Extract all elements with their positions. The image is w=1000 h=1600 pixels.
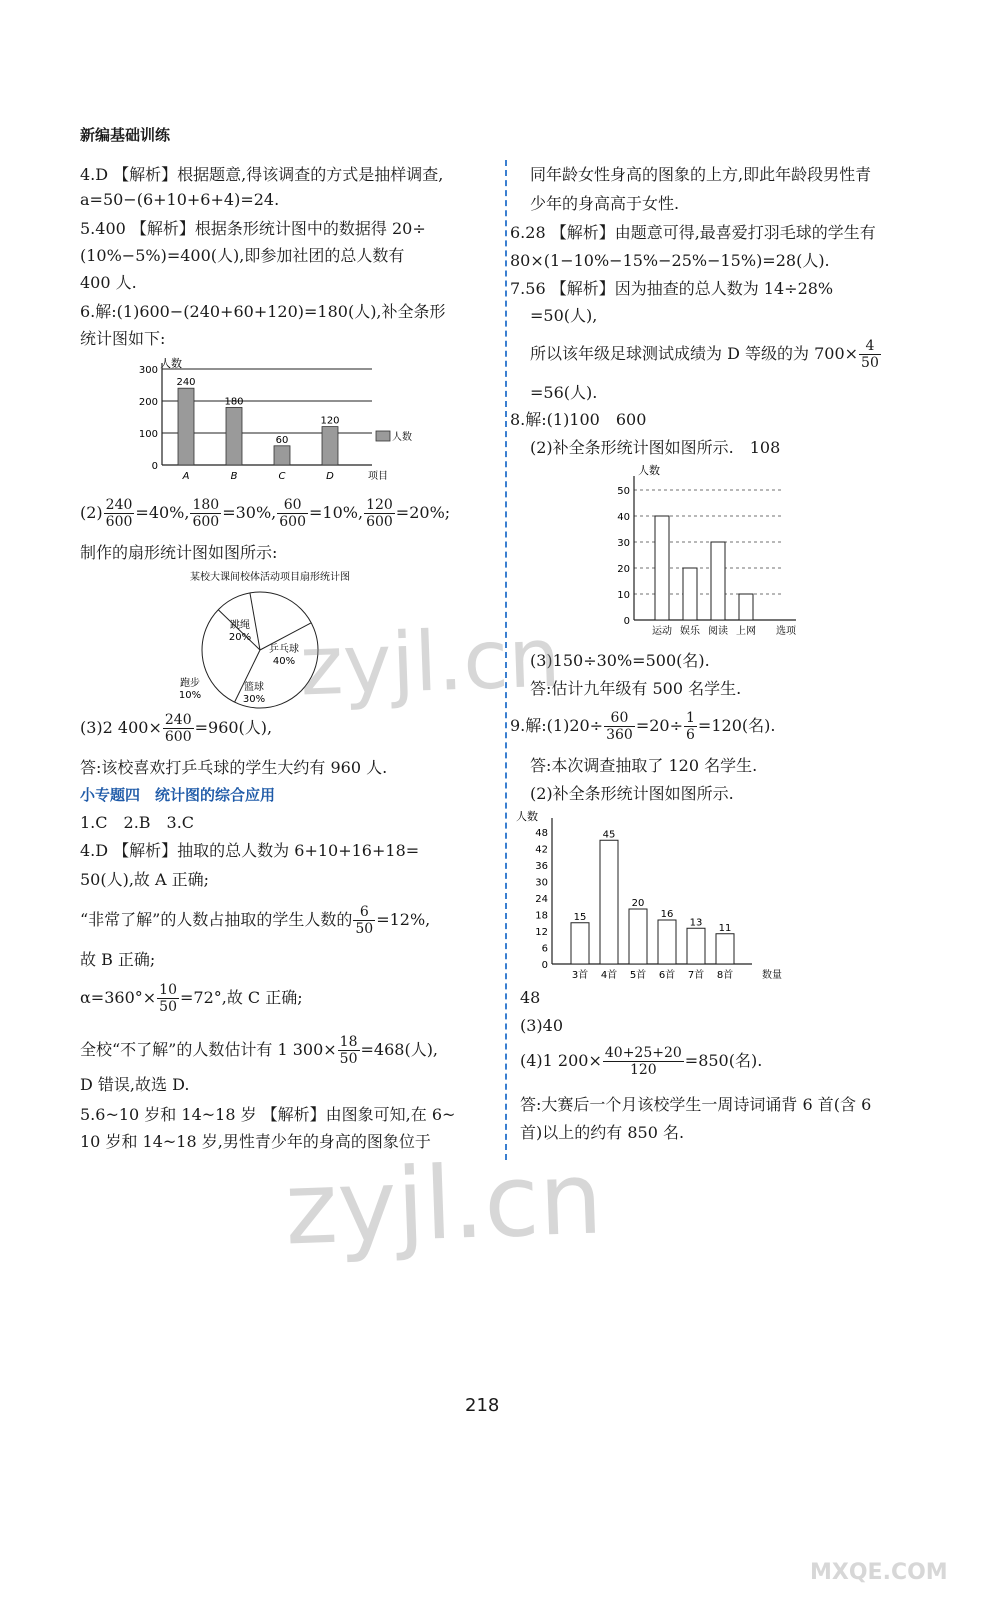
c4-xtick-8首: 8首	[716, 970, 734, 981]
c3-ytick-30: 30	[617, 538, 630, 549]
r-cont-line2: 少年的身高高于女性.	[530, 194, 680, 213]
q5-line2: (10%−5%)=400(人),即参加社团的总人数有	[80, 246, 405, 265]
q6-part3: (3)2 400× $\frac{240}{600}$ =960(人),	[80, 712, 273, 745]
page-number: 218	[465, 1395, 500, 1416]
fraction-180-600: $\frac{180}{600}$	[192, 497, 220, 530]
c4-ytick-30: 30	[535, 877, 548, 889]
c3-xlabel: 选项	[776, 626, 796, 637]
c4-ytick-24: 24	[535, 894, 548, 905]
c1-ylabel: 人数	[160, 357, 182, 370]
fraction-240-600-b: $\frac{240}{600}$	[164, 712, 192, 745]
r-q8-part1: 8.解:(1)100 600	[510, 410, 647, 429]
c4-xlabel: 数量	[762, 970, 782, 981]
sq4-option-d: 全校“不了解”的人数估计有 1 300× $\frac{18}{50}$ =468(人),	[80, 1034, 439, 1067]
c4-xtick-4首: 4首	[600, 970, 618, 981]
c3-xtick-阅读: 阅读	[708, 626, 728, 637]
c3-ylabel: 人数	[638, 464, 660, 477]
c4-bar-5首	[629, 909, 647, 964]
c1-bar-B	[226, 407, 242, 465]
r-q6-line2: 80×(1−10%−15%−25%−15%)=28(人).	[510, 251, 830, 270]
q4-line2: a=50−(6+10+6+4)=24.	[80, 190, 280, 209]
c4-ytick-18: 18	[535, 910, 548, 922]
q6-line1: 6.解:(1)600−(240+60+120)=180(人),补全条形	[80, 302, 446, 321]
c4-bar-7首	[687, 928, 705, 964]
c3-xtick-上网: 上网	[736, 626, 756, 637]
c4-xtick-3首: 3首	[571, 970, 589, 981]
c4-ytick-42: 42	[535, 844, 548, 856]
c4-ytick-6: 6	[541, 943, 548, 955]
c1-bar-D	[322, 427, 338, 465]
c4-bar-8首	[716, 934, 734, 964]
c1-ytick-200: 200	[138, 397, 158, 408]
c3-xtick-娱乐: 娱乐	[680, 626, 700, 637]
bar-chart-activities	[128, 353, 412, 485]
c4-ytick-0: 0	[541, 960, 548, 971]
c3-bar-娱乐	[683, 568, 697, 620]
pie-label-篮球: 篮球	[244, 682, 264, 693]
c3-ytick-10: 10	[617, 590, 630, 601]
footer-watermark: MXQE.COM	[810, 1560, 948, 1585]
c4-bar-3首	[571, 923, 589, 964]
q6-pie-intro: 制作的扇形统计图如图所示:	[80, 543, 278, 562]
c1-legend-label: 人数	[392, 432, 412, 443]
fraction-10-50: $\frac{10}{50}$	[159, 982, 177, 1015]
r-q9-part1: 9.解:(1)20÷ $\frac{60}{360}$ =20÷ $\frac{1}{6}$ =120(名).	[510, 710, 776, 743]
c1-value-B: 180	[224, 396, 244, 408]
pie-label-乒乓球: 乒乓球	[269, 644, 299, 655]
pie-label-跳绳: 跳绳	[230, 620, 250, 631]
c1-ytick-100: 100	[138, 429, 158, 440]
c1-xtick-D: D	[326, 471, 334, 482]
c4-ytick-12: 12	[535, 927, 548, 938]
fraction-6-50: $\frac{6}{50}$	[355, 904, 374, 937]
fraction-1-6: $\frac{1}{6}$	[686, 710, 695, 743]
fraction-60-360: $\frac{60}{360}$	[606, 710, 633, 743]
c1-ytick-300: 300	[138, 365, 158, 376]
c4-xtick-5首: 5首	[629, 970, 647, 981]
c3-ytick-50: 50	[617, 486, 630, 497]
fraction-85-120: $\frac{40+25+20}{120}$	[604, 1045, 682, 1078]
sq5-line1: 5.6~10 岁和 14~18 岁 【解析】由图象可知,在 6~	[80, 1105, 456, 1124]
q6-line2: 统计图如下:	[80, 329, 166, 348]
pie-percent-篮球: 30%	[242, 694, 266, 705]
fraction-4-50: $\frac{4}{50}$	[861, 338, 879, 371]
c4-value-4首: 45	[602, 829, 616, 841]
bar-chart-poems	[512, 806, 792, 986]
c3-ytick-20: 20	[617, 564, 630, 575]
c1-xtick-C: C	[278, 471, 286, 482]
watermark-text-2: zyjl.cn	[283, 1139, 605, 1268]
c1-value-C: 60	[275, 434, 289, 446]
c1-legend-swatch	[376, 431, 390, 441]
r-q9-48: 48	[520, 988, 541, 1007]
q5-line3: 400 人.	[80, 273, 137, 292]
fraction-240-600: $\frac{240}{600}$	[105, 497, 133, 530]
answers-1-3: 1.C 2.B 3.C	[80, 813, 195, 832]
c1-xtick-A: A	[182, 471, 190, 482]
bar-chart-options	[612, 462, 812, 642]
c3-xtick-运动: 运动	[652, 626, 672, 637]
c4-value-8首: 11	[718, 922, 732, 934]
pie-label-跑步: 跑步	[180, 678, 200, 689]
c4-value-6首: 16	[660, 909, 674, 920]
section-title: 小专题四 统计图的综合应用	[80, 786, 276, 804]
r-q9-answer: 答:本次调查抽取了 120 名学生.	[530, 756, 758, 775]
c3-bar-阅读	[711, 542, 725, 620]
c3-ytick-0: 0	[623, 616, 630, 627]
r-q8-part3: (3)150÷30%=500(名).	[530, 651, 710, 670]
sq4-option-b: “非常了解”的人数占抽取的学生人数的 $\frac{6}{50}$ =12%,	[80, 904, 431, 937]
c4-ylabel: 人数	[516, 810, 538, 823]
fraction-120-600: $\frac{120}{600}$	[366, 497, 393, 530]
fraction-18-50: $\frac{18}{50}$	[339, 1034, 358, 1067]
r-q8-answer: 答:估计九年级有 500 名学生.	[530, 679, 742, 698]
r-cont-line1: 同年龄女性身高的图象的上方,即此年龄段男性青	[530, 165, 872, 184]
sq4-conclusion: D 错误,故选 D.	[80, 1075, 190, 1094]
watermark-text-1: zyjl.cn	[298, 610, 562, 715]
pie-percent-乒乓球: 40%	[272, 656, 296, 667]
r-q9-part2: (2)补全条形统计图如图所示.	[530, 784, 734, 803]
c1-bar-C	[274, 446, 290, 465]
c1-value-A: 240	[176, 377, 196, 389]
c1-value-D: 120	[320, 415, 340, 427]
c1-xtick-B: B	[230, 471, 238, 482]
q4-line1: 4.D 【解析】根据题意,得该调查的方式是抽样调查,	[80, 165, 444, 184]
r-q9-final-line1: 答:大赛后一个月该校学生一周诗词诵背 6 首(含 6	[520, 1095, 872, 1114]
q6-part2-fractions: (2) $\frac{240}{600}$ =40%, $\frac{180}{600}$ =30%, $\frac{60}{600}$ =10%, $\frac{120}{600}$ =20%;	[80, 497, 451, 530]
r-q9-part3: (3)40	[520, 1016, 564, 1035]
pie-percent-跳绳: 20%	[228, 632, 252, 643]
c1-bar-A	[178, 388, 194, 465]
q6-answer: 答:该校喜欢打乒乓球的学生大约有 960 人.	[80, 758, 388, 777]
running-header: 新编基础训练	[80, 126, 171, 144]
c4-xtick-6首: 6首	[658, 970, 676, 981]
sq4-line1: 4.D 【解析】抽取的总人数为 6+10+16+18=	[80, 841, 420, 860]
c4-value-7首: 13	[689, 917, 703, 929]
r-q9-part4: (4)1 200× $\frac{40+25+20}{120}$ =850(名).	[520, 1045, 763, 1078]
c1-ytick-0: 0	[151, 461, 158, 472]
c4-bar-4首	[600, 840, 618, 964]
r-q7-line4: =56(人).	[530, 383, 598, 402]
sq4-line2: 50(人),故 A 正确;	[80, 870, 210, 889]
q5-line1: 5.400 【解析】根据条形统计图中的数据得 20÷	[80, 219, 426, 238]
c4-value-5首: 20	[631, 898, 645, 909]
sq5-line2: 10 岁和 14~18 岁,男性青少年的身高的图象位于	[80, 1132, 431, 1151]
sq4-option-b2: 故 B 正确;	[80, 950, 156, 969]
fraction-60-600: $\frac{60}{600}$	[279, 497, 306, 530]
c1-xlabel: 项目	[368, 471, 388, 482]
pie-title: 某校大课间校体活动项目扇形统计图	[190, 572, 350, 583]
q6-part2-prefix: (2)	[80, 503, 103, 522]
c4-xtick-7首: 7首	[687, 970, 705, 981]
c3-bar-上网	[739, 594, 753, 620]
c4-value-3首: 15	[573, 911, 587, 923]
r-q8-part2: (2)补全条形统计图如图所示. 108	[530, 438, 781, 457]
c3-ytick-40: 40	[617, 512, 630, 523]
r-q7-line2: =50(人),	[530, 306, 598, 325]
r-q7-line1: 7.56 【解析】因为抽查的总人数为 14÷28%	[510, 279, 834, 298]
c4-ytick-36: 36	[535, 861, 548, 872]
r-q6-line1: 6.28 【解析】由题意可得,最喜爱打羽毛球的学生有	[510, 223, 876, 242]
sq4-option-c: α=360°× $\frac{10}{50}$ =72°,故 C 正确;	[80, 982, 303, 1015]
c4-ytick-48: 48	[535, 828, 548, 839]
c4-bar-6首	[658, 920, 676, 964]
r-q9-final-line2: 首)以上的约有 850 名.	[520, 1123, 685, 1142]
pie-percent-跑步: 10%	[178, 690, 202, 701]
r-q7-line3: 所以该年级足球测试成绩为 D 等级的为 700× $\frac{4}{50}$	[530, 338, 879, 371]
c3-bar-运动	[655, 516, 669, 620]
